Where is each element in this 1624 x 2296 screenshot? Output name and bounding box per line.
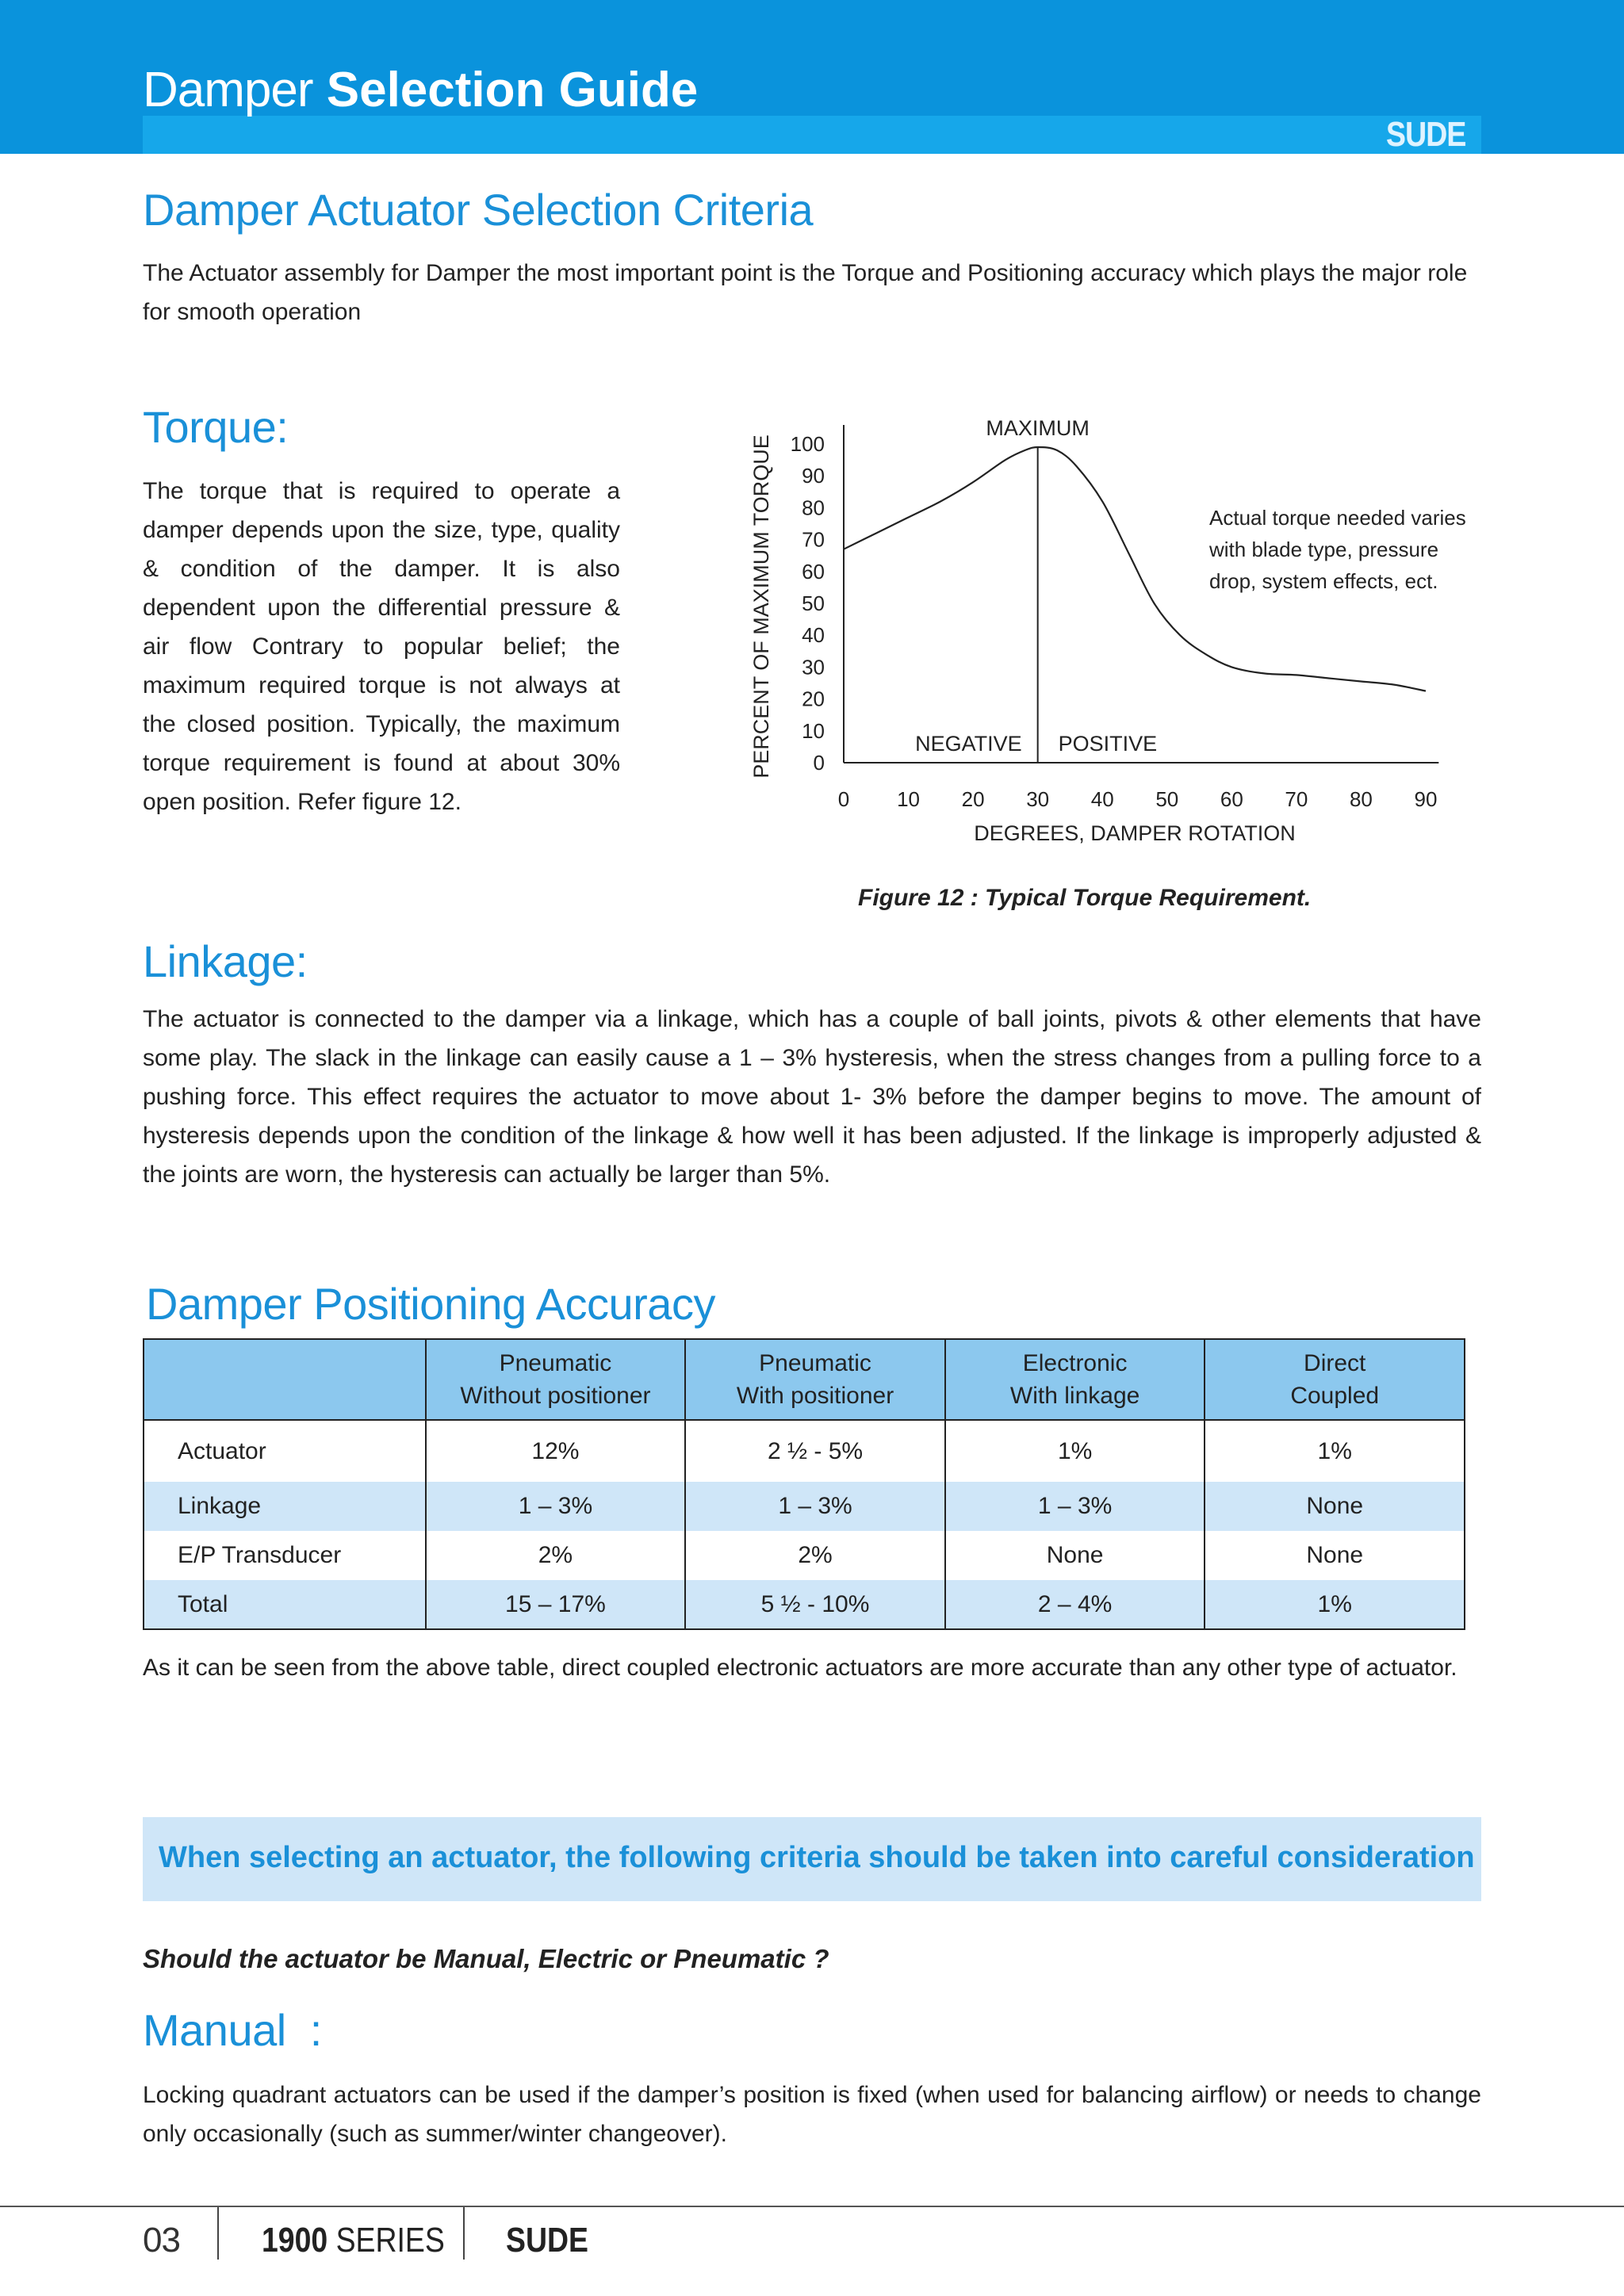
table-header-line1: Pneumatic: [759, 1350, 871, 1376]
table-cell: 1%: [1205, 1580, 1465, 1629]
table-header-line2: Coupled: [1290, 1383, 1380, 1409]
y-tick-label: 90: [802, 464, 825, 488]
y-tick-label: 100: [790, 432, 825, 456]
table-row: [144, 1482, 1465, 1531]
figure-caption: Figure 12 : Typical Torque Requirement.: [858, 885, 1312, 911]
table-row-label: Total: [144, 1580, 426, 1629]
table-row: [144, 1420, 1465, 1482]
footer-series: [262, 2220, 445, 2261]
table-cell: 1 – 3%: [426, 1482, 686, 1531]
x-axis-title: DEGREES, DAMPER ROTATION: [974, 821, 1296, 845]
x-tick-label: 40: [1090, 787, 1114, 811]
torque-heading: Torque:: [143, 402, 289, 452]
table-row-label: Actuator: [144, 1420, 426, 1482]
x-tick-label: 70: [1285, 787, 1308, 811]
y-tick-label: 60: [802, 559, 825, 584]
table-header-line2: Without positioner: [460, 1383, 651, 1409]
x-tick-label: 60: [1220, 787, 1243, 811]
footer-separator: [463, 2207, 465, 2260]
table-row: [144, 1580, 1465, 1629]
table-header-line2: With linkage: [1009, 1383, 1140, 1409]
torque-chart: [714, 404, 1507, 848]
x-tick-label: 50: [1155, 787, 1179, 811]
x-tick-label: 10: [897, 787, 921, 811]
table-header-cell: [945, 1339, 1205, 1420]
table-header-line1: Direct: [1304, 1350, 1366, 1376]
x-tick-label: 30: [1026, 787, 1050, 811]
table-cell: None: [1205, 1531, 1465, 1580]
annotation-line: drop, system effects, ect.: [1209, 569, 1438, 593]
table-cell: 2 ½ - 5%: [685, 1420, 945, 1482]
table-cell: 2%: [426, 1531, 686, 1580]
table-cell: 2%: [685, 1531, 945, 1580]
table-header-row: [144, 1339, 1465, 1420]
negative-label: NEGATIVE: [915, 732, 1022, 756]
torque-text: The torque that is required to operate a damper depends upon the size, type, quality & condition of the damper. It is also dependent upon the differential pressure & air flow Contrary to popular belief; the maximum required torque is not always at the closed position. Typically, the maximum torque requirement is found at about 30% open position. Refer figure 12.: [143, 478, 620, 815]
x-tick-label: 20: [961, 787, 985, 811]
footer-brand: SUDE: [506, 2221, 588, 2260]
accuracy-note: As it can be seen from the above table, direct coupled electronic actuators are more accurate than any other type of actuator.: [143, 1655, 1457, 1681]
brand-logo: SUDE: [1386, 115, 1466, 154]
footer-separator: [217, 2207, 219, 2260]
footer-series-number: 1900: [262, 2221, 328, 2260]
annotation-line: Actual torque needed varies: [1209, 506, 1466, 530]
annotation-line: with blade type, pressure: [1209, 538, 1439, 561]
table-cell: None: [1205, 1482, 1465, 1531]
x-tick-label: 90: [1414, 787, 1438, 811]
criteria-text: The Actuator assembly for Damper the most important point is the Torque and Positioning accuracy which plays the major role for smooth operation: [143, 260, 1468, 325]
manual-heading: Manual :: [143, 2005, 322, 2055]
table-header-line2: With positioner: [736, 1383, 894, 1409]
x-tick-label: 80: [1349, 787, 1373, 811]
linkage-heading: Linkage:: [143, 936, 308, 986]
y-tick-label: 40: [802, 623, 825, 648]
table-header-line1: Electronic: [1022, 1350, 1128, 1376]
table-row-label: E/P Transducer: [144, 1531, 426, 1580]
table-header-cell: [426, 1339, 686, 1420]
table-cell: 1%: [945, 1420, 1205, 1482]
table-cell: 1 – 3%: [945, 1482, 1205, 1531]
footer-series-label: SERIES: [335, 2221, 445, 2260]
table-row: [144, 1531, 1465, 1580]
table-cell: 1%: [1205, 1420, 1465, 1482]
accuracy-heading: Damper Positioning Accuracy: [146, 1279, 715, 1329]
footer-rule: [0, 2206, 1624, 2207]
criteria-heading: Damper Actuator Selection Criteria: [143, 185, 814, 235]
page-title-light: Damper: [143, 63, 313, 117]
manual-text: Locking quadrant actuators can be used if the damper’s position is fixed (when used for balancing airflow) or needs to change only occasionally (such as summer/winter changeover).: [143, 2082, 1481, 2147]
page-number: 03: [143, 2221, 180, 2260]
question-text: Should the actuator be Manual, Electric or Pneumatic ?: [143, 1944, 829, 1973]
maximum-label: MAXIMUM: [986, 416, 1090, 440]
y-tick-label: 80: [802, 496, 825, 520]
y-tick-label: 50: [802, 591, 825, 615]
table-cell: 15 – 17%: [426, 1580, 686, 1629]
page-title-bold: Selection Guide: [326, 63, 699, 117]
y-tick-label: 20: [802, 687, 825, 711]
page-title: [143, 59, 698, 122]
y-tick-label: 70: [802, 527, 825, 552]
accuracy-table: [143, 1338, 1465, 1630]
y-axis-title: PERCENT OF MAXIMUM TORQUE: [749, 434, 773, 779]
y-tick-label: 10: [802, 718, 825, 743]
callout-text: When selecting an actuator, the following criteria should be taken into careful consideration: [159, 1841, 1475, 1874]
table-cell: None: [945, 1531, 1205, 1580]
y-tick-label: 30: [802, 655, 825, 679]
table-row-label: Linkage: [144, 1482, 426, 1531]
table-header-cell: [685, 1339, 945, 1420]
x-tick-label: 0: [837, 787, 850, 811]
y-tick-label: 0: [813, 751, 825, 775]
table-header-line1: Pneumatic: [499, 1350, 612, 1376]
table-header-empty: [144, 1339, 426, 1420]
linkage-text: The actuator is connected to the damper via a linkage, which has a couple of ball joints, pivots & other elements that have some play. The slack in the linkage can easily cause a 1 – 3% hysteresis, when the stress changes from a pulling force to a pushing force. This effect requires the actuator to move about 1- 3% before the damper begins to move. The amount of hysteresis depends upon the condition of the linkage & how well it has been adjusted. If the linkage is improperly adjusted & the joints are worn, the hysteresis can actually be larger than 5%.: [143, 1006, 1481, 1188]
table-cell: 12%: [426, 1420, 686, 1482]
table-cell: 2 – 4%: [945, 1580, 1205, 1629]
table-cell: 1 – 3%: [685, 1482, 945, 1531]
positive-label: POSITIVE: [1058, 732, 1158, 756]
table-header-cell: [1205, 1339, 1465, 1420]
table-cell: 5 ½ - 10%: [685, 1580, 945, 1629]
